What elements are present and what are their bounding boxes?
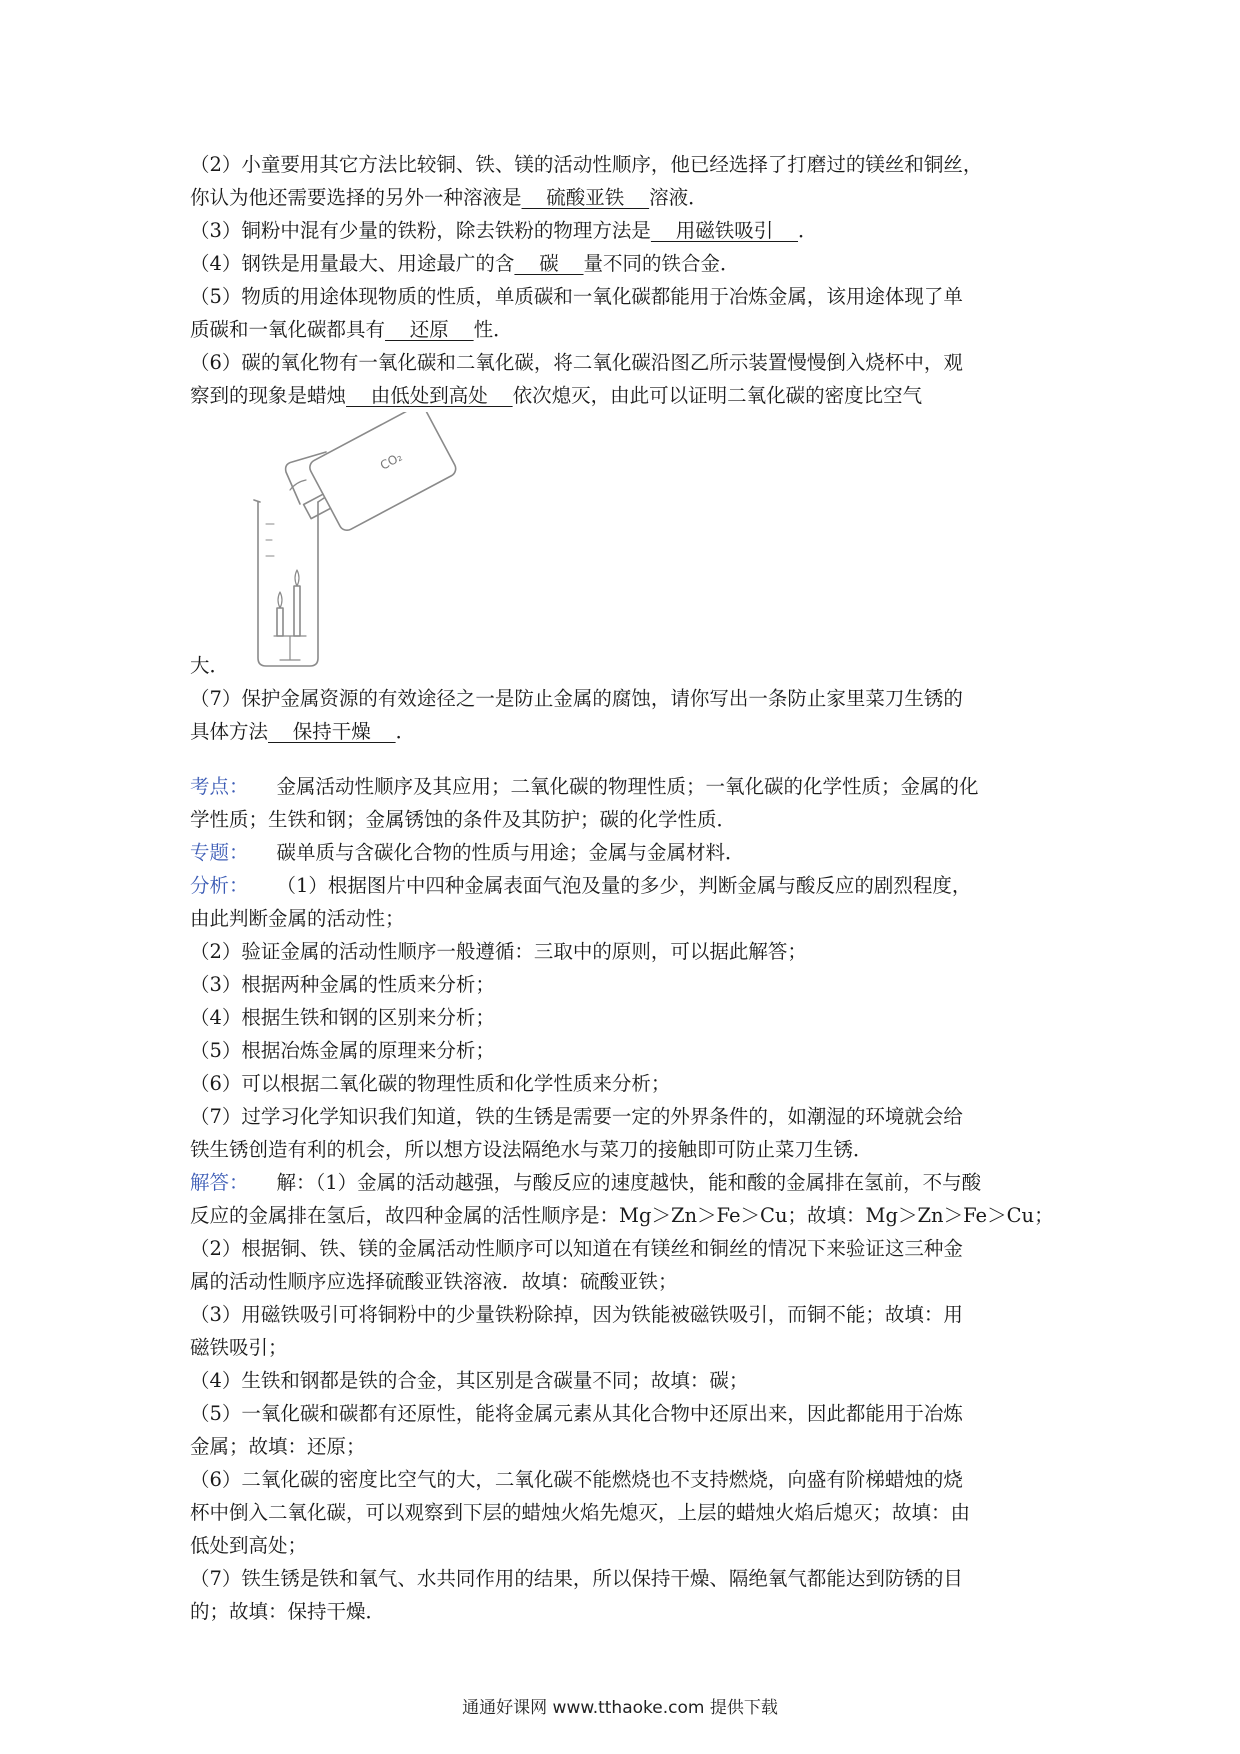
q2-text-post: 溶液． bbox=[649, 186, 708, 209]
jieda-item: （3）用磁铁吸引可将铜粉中的少量铁粉除掉，因为铁能被磁铁吸引，而铜不能；故填：用 bbox=[190, 1303, 963, 1326]
zhuanti-label: 专题： bbox=[190, 841, 249, 864]
q7-answer: 保持干燥 bbox=[268, 720, 396, 743]
fenxi-text: （1）根据图片中四种金属表面气泡及量的多少，判断金属与酸反应的剧烈程度， bbox=[276, 874, 972, 897]
q2-answer: 硫酸亚铁 bbox=[521, 186, 650, 209]
jieda-item: 的；故填：保持干燥． bbox=[190, 1600, 386, 1623]
q3-text-pre: （3）铜粉中混有少量的铁粉，除去铁粉的物理方法是 bbox=[190, 219, 651, 242]
jieda-item: 反应的金属排在氢后，故四种金属的活性顺序是：Mg＞Zn＞Fe＞Cu；故填：Mg＞Zn＞Fe＞Cu； bbox=[190, 1204, 1054, 1227]
jieda-item: 金属；故填：还原； bbox=[190, 1435, 366, 1458]
q6-answer: 由低处到高处 bbox=[346, 384, 513, 407]
q5-line2 bbox=[190, 313, 1060, 346]
fenxi-item: （5）根据冶炼金属的原理来分析； bbox=[190, 1039, 495, 1062]
co2-label: CO₂ bbox=[377, 449, 405, 473]
q5-text-post: 性． bbox=[473, 318, 513, 341]
beaker-outline bbox=[258, 502, 318, 666]
fenxi-item: （2）验证金属的活动性顺序一般遵循：三取中的原则，可以据此解答； bbox=[190, 940, 807, 963]
fenxi-item: 铁生锈创造有利的机会，所以想方设法隔绝水与菜刀的接触即可防止菜刀生锈． bbox=[190, 1138, 873, 1161]
q6-line1: （6）碳的氧化物有一氧化碳和二氧化碳，将二氧化碳沿图乙所示装置慢慢倒入烧杯中，观 bbox=[190, 351, 963, 374]
fenxi-label: 分析： bbox=[190, 874, 249, 897]
fenxi-item: （6）可以根据二氧化碳的物理性质和化学性质来分析； bbox=[190, 1072, 671, 1095]
q5-text-pre: 质碳和一氧化碳都具有 bbox=[190, 318, 386, 341]
document-body bbox=[190, 148, 1060, 1628]
q7-line1: （7）保护金属资源的有效途径之一是防止金属的腐蚀，请你写出一条防止家里菜刀生锈的 bbox=[190, 687, 963, 710]
gas-jar bbox=[307, 412, 458, 533]
fenxi-item: （4）根据生铁和钢的区别来分析； bbox=[190, 1006, 495, 1029]
jieda-item: （4）生铁和钢都是铁的合金，其区别是含碳量不同；故填：碳； bbox=[190, 1369, 749, 1392]
q7-text-pre: 具体方法 bbox=[190, 720, 269, 743]
jieda-item: 低处到高处； bbox=[190, 1534, 308, 1557]
fenxi-line1 bbox=[190, 869, 1060, 902]
q3-text-post: ． bbox=[798, 219, 818, 242]
co2-pouring-figure bbox=[230, 412, 460, 674]
jieda-item: （2）根据铜、铁、镁的金属活动性顺序可以知道在有镁丝和铜丝的情况下来验证这三种金 bbox=[190, 1237, 963, 1260]
q3-answer: 用磁铁吸引 bbox=[650, 219, 799, 242]
kaodian-line1 bbox=[190, 770, 1060, 803]
kaodian-line2: 学性质；生铁和钢；金属锈蚀的条件及其防护；碳的化学性质． bbox=[190, 808, 737, 831]
q4-line bbox=[190, 247, 1060, 280]
kaodian-text: 金属活动性顺序及其应用；二氧化碳的物理性质；一氧化碳的化学性质；金属的化 bbox=[276, 775, 979, 798]
q7-line2 bbox=[190, 715, 1060, 748]
q5-line1: （5）物质的用途体现物质的性质，单质碳和一氧化碳都能用于冶炼金属，该用途体现了单 bbox=[190, 285, 963, 308]
candle-low bbox=[277, 608, 283, 636]
q2-line2 bbox=[190, 181, 1060, 214]
q7-text-post: ． bbox=[395, 720, 416, 743]
q5-answer: 还原 bbox=[385, 318, 474, 341]
jieda-line1 bbox=[190, 1166, 1060, 1199]
fenxi-line2: 由此判断金属的活动性； bbox=[190, 907, 405, 930]
zhuanti-text: 碳单质与含碳化合物的性质与用途；金属与金属材料． bbox=[276, 841, 745, 864]
fenxi-item: （7）过学习化学知识我们知道，铁的生锈是需要一定的外界条件的，如潮湿的环境就会给 bbox=[190, 1105, 963, 1128]
jieda-item: （6）二氧化碳的密度比空气的大，二氧化碳不能燃烧也不支持燃烧，向盛有阶梯蜡烛的烧 bbox=[190, 1468, 963, 1491]
q6-line3: 大． bbox=[190, 654, 230, 677]
q2-line1: （2）小童要用其它方法比较铜、铁、镁的活动性顺序，他已经选择了打磨过的镁丝和铜丝， bbox=[190, 153, 983, 176]
kaodian-label: 考点： bbox=[190, 775, 249, 798]
jieda-label: 解答： bbox=[190, 1171, 249, 1194]
page-footer: 通通好课网 www.tthaoke.com 提供下载 bbox=[462, 1698, 778, 1718]
q4-text-pre: （4）钢铁是用量最大、用途最广的含 bbox=[190, 252, 515, 275]
candle-high bbox=[294, 586, 300, 636]
q4-text-post: 量不同的铁合金． bbox=[583, 252, 740, 275]
q6-line2 bbox=[190, 379, 1060, 412]
q6-text-pre: 察到的现象是蜡烛 bbox=[190, 384, 347, 407]
q2-text-pre: 你认为他还需要选择的另外一种溶液是 bbox=[190, 186, 522, 209]
jieda-item: （7）铁生锈是铁和氧气、水共同作用的结果，所以保持干燥、隔绝氧气都能达到防锈的目 bbox=[190, 1567, 963, 1590]
jieda-text: 解：（1）金属的活动越强，与酸反应的速度越快，能和酸的金属排在氢前，不与酸 bbox=[276, 1171, 982, 1194]
q3-line bbox=[190, 214, 1060, 247]
figure-row bbox=[190, 412, 1060, 682]
jieda-item: 属的活动性顺序应选择硫酸亚铁溶液．故填：硫酸亚铁； bbox=[190, 1270, 678, 1293]
jieda-item: 磁铁吸引； bbox=[190, 1336, 288, 1359]
jieda-item: （5）一氧化碳和碳都有还原性，能将金属元素从其化合物中还原出来，因此都能用于冶炼 bbox=[190, 1402, 963, 1425]
section-spacer bbox=[190, 748, 1060, 770]
fenxi-item: （3）根据两种金属的性质来分析； bbox=[190, 973, 495, 996]
zhuanti-line bbox=[190, 836, 1060, 869]
q4-answer: 碳 bbox=[514, 252, 584, 275]
jieda-item: 杯中倒入二氧化碳，可以观察到下层的蜡烛火焰先熄灭，上层的蜡烛火焰后熄灭；故填：由 bbox=[190, 1501, 971, 1524]
q6-text-post: 依次熄灭，由此可以证明二氧化碳的密度比空气 bbox=[512, 384, 923, 407]
